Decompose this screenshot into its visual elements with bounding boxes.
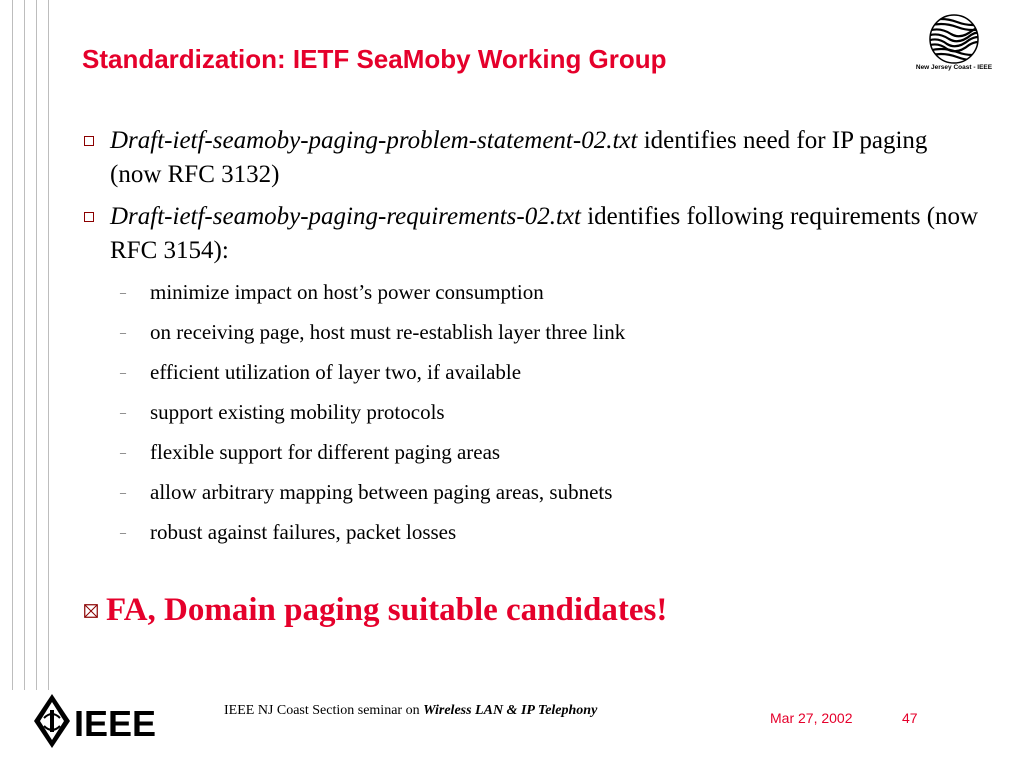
list-item: – support existing mobility protocols xyxy=(120,392,984,432)
decorative-rule-1 xyxy=(12,0,13,690)
bullet-item-problem-statement xyxy=(84,124,984,192)
dash-bullet-icon: – xyxy=(120,325,126,339)
list-item: – allow arbitrary mapping between paging areas, subnets xyxy=(120,472,984,512)
slide-number: 47 xyxy=(902,710,918,726)
bullet-text: identifies need for IP paging (now RFC 3132) xyxy=(110,127,928,188)
slide-title: Standardization: IETF SeaMoby Working Group xyxy=(82,44,667,74)
draft-name: Draft-ietf-seamoby-paging-problem-statement-02.txt xyxy=(110,127,638,154)
list-item: – minimize impact on host’s power consumption xyxy=(120,272,984,312)
dash-bullet-icon: – xyxy=(120,485,126,499)
bullet-text: identifies following requirements (now RFC 3154): xyxy=(110,203,979,264)
dash-bullet-icon: – xyxy=(120,365,126,379)
requirements-list xyxy=(120,272,984,552)
dash-bullet-icon: – xyxy=(120,525,126,539)
dash-bullet-icon: – xyxy=(120,445,126,459)
footer-seminar-text: IEEE NJ Coast Section seminar on Wireless LAN & IP Telephony xyxy=(224,703,598,718)
footer-date: Mar 27, 2002 xyxy=(770,710,853,726)
square-bullet-icon xyxy=(84,212,94,222)
x-box-bullet-icon xyxy=(84,604,98,618)
highlight-conclusion xyxy=(84,592,667,629)
ieee-diamond-icon xyxy=(30,688,162,754)
seminar-topic: Wireless LAN & IP Telephony xyxy=(423,703,598,718)
dash-bullet-icon: – xyxy=(120,405,126,419)
ieee-logo-text: IEEE xyxy=(74,703,157,744)
highlight-text: FA, Domain paging suitable candidates! xyxy=(106,592,668,628)
bullet-list xyxy=(84,124,984,552)
bullet-item-requirements xyxy=(84,200,984,268)
decorative-rule-2 xyxy=(24,0,25,690)
square-bullet-icon xyxy=(84,136,94,146)
list-item: – on receiving page, host must re-establish layer three link xyxy=(120,312,984,352)
decorative-rule-3 xyxy=(36,0,37,690)
list-item: – efficient utilization of layer two, if available xyxy=(120,352,984,392)
nj-coast-logo xyxy=(900,14,1008,78)
ieee-logo xyxy=(30,688,162,754)
nj-coast-logo-caption: New Jersey Coast - IEEE xyxy=(915,64,993,71)
list-item: – robust against failures, packet losses xyxy=(120,512,984,552)
decorative-rule-4 xyxy=(48,0,49,690)
dash-bullet-icon: – xyxy=(120,285,126,299)
list-item: – flexible support for different paging areas xyxy=(120,432,984,472)
nj-coast-waves-icon xyxy=(921,14,987,64)
draft-name: Draft-ietf-seamoby-paging-requirements-02.txt xyxy=(110,203,581,230)
